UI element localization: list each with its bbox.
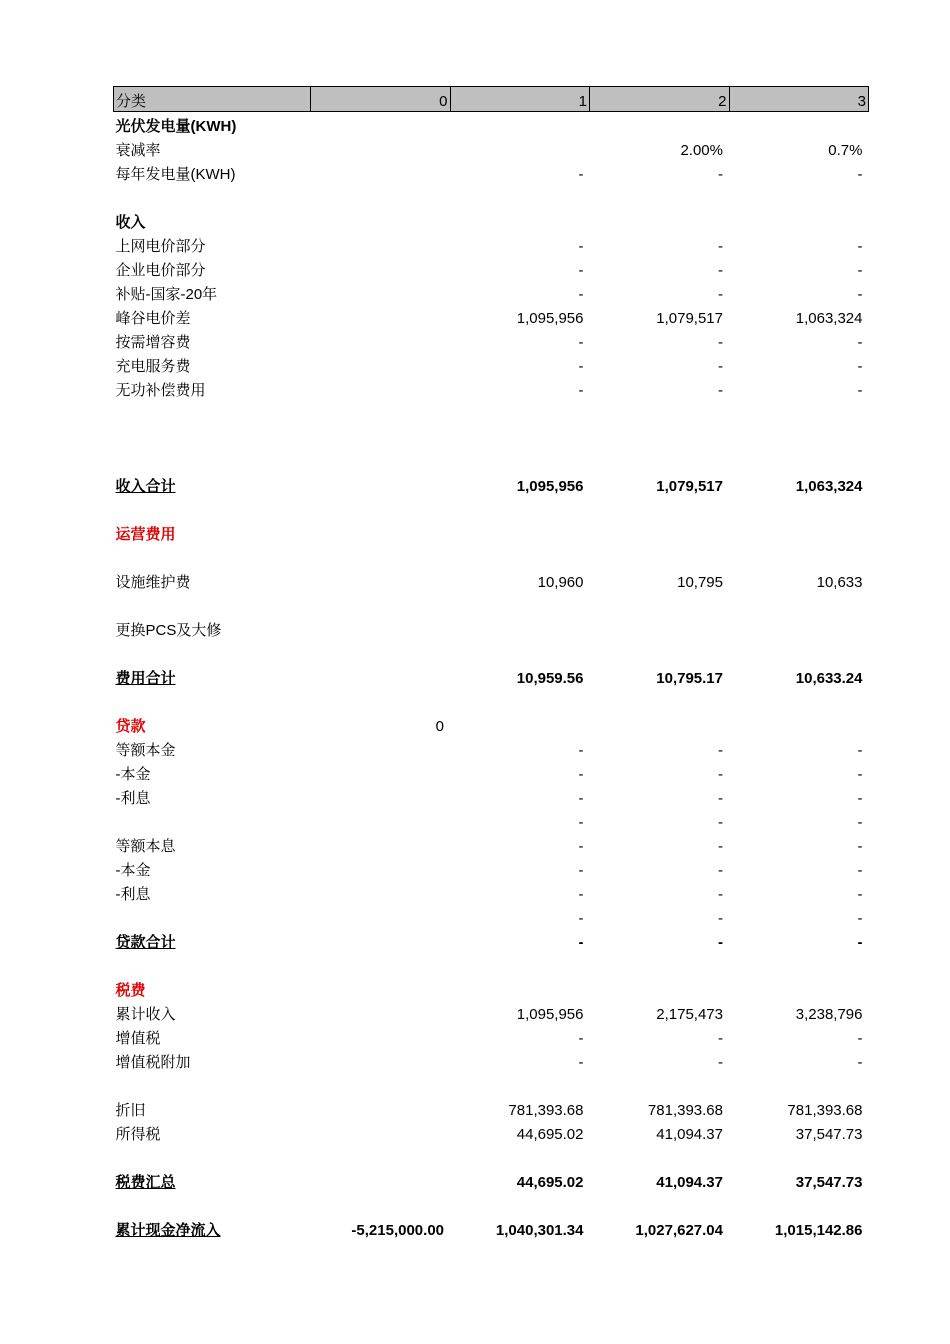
row-label-cell[interactable]	[114, 184, 311, 208]
value-cell[interactable]	[311, 1120, 451, 1144]
value-cell[interactable]: -	[578, 909, 584, 927]
value-cell[interactable]: -	[718, 261, 723, 279]
table-row	[114, 904, 869, 928]
value-cell[interactable]	[729, 712, 869, 736]
row-label-cell[interactable]: 增值税	[115, 1029, 161, 1047]
value-cell[interactable]: -	[718, 885, 723, 903]
value-cell[interactable]	[590, 640, 730, 664]
value-cell[interactable]	[311, 856, 451, 880]
table-row	[114, 688, 869, 712]
value-cell[interactable]	[311, 1024, 451, 1048]
table-row	[114, 1168, 869, 1192]
value-cell[interactable]: -	[718, 813, 723, 831]
row-label-cell[interactable]	[114, 640, 311, 664]
value-cell[interactable]	[311, 880, 451, 904]
table-row	[114, 256, 869, 280]
value-cell[interactable]: 1,063,324	[795, 309, 863, 327]
row-label-cell[interactable]: 更换PCS及大修	[115, 621, 222, 639]
value-cell[interactable]	[590, 1144, 730, 1168]
value-cell[interactable]: 1,027,627.04	[635, 1221, 723, 1239]
value-cell[interactable]: 10,633.24	[795, 669, 863, 687]
row-label-cell[interactable]: 衰减率	[115, 141, 161, 159]
table-row	[114, 784, 869, 808]
value-cell[interactable]	[729, 1192, 869, 1216]
value-cell[interactable]: -	[857, 165, 863, 183]
value-cell[interactable]	[590, 952, 730, 976]
value-cell[interactable]	[311, 568, 451, 592]
value-cell[interactable]	[311, 808, 451, 832]
value-cell[interactable]: -	[857, 237, 863, 255]
table-row	[114, 856, 869, 880]
value-cell[interactable]: -	[718, 1053, 723, 1071]
value-cell[interactable]	[729, 184, 869, 208]
value-cell[interactable]	[450, 640, 590, 664]
value-cell[interactable]	[450, 592, 590, 616]
value-cell[interactable]: -	[578, 885, 584, 903]
value-cell[interactable]: 0	[435, 717, 444, 735]
header-col-0[interactable]: 0	[311, 87, 451, 112]
value-cell[interactable]: -	[718, 333, 723, 351]
table-row	[114, 184, 869, 208]
table-row	[114, 400, 869, 424]
value-cell[interactable]	[729, 592, 869, 616]
row-label-cell[interactable]: 税费汇总	[115, 1173, 176, 1191]
table-row	[114, 592, 869, 616]
value-cell[interactable]	[590, 520, 730, 544]
row-label-cell[interactable]: 累计收入	[115, 1005, 176, 1023]
value-cell[interactable]: 1,040,301.34	[495, 1221, 584, 1239]
value-cell[interactable]: -	[718, 741, 723, 759]
value-cell[interactable]: -	[857, 1053, 863, 1071]
value-cell[interactable]	[450, 1192, 590, 1216]
value-cell[interactable]	[729, 520, 869, 544]
value-cell[interactable]: -	[578, 861, 584, 879]
table-row	[114, 352, 869, 376]
row-label-cell[interactable]: 收入合计	[115, 477, 176, 495]
value-cell[interactable]	[311, 1168, 451, 1192]
value-cell[interactable]: -	[718, 165, 723, 183]
value-cell[interactable]: -	[578, 837, 584, 855]
value-cell[interactable]	[311, 1000, 451, 1024]
value-cell[interactable]: 1,095,956	[516, 309, 584, 327]
row-label-cell[interactable]: 收入	[115, 213, 146, 231]
row-label-cell[interactable]: 所得税	[115, 1125, 161, 1143]
value-cell[interactable]: -	[857, 285, 863, 303]
value-cell[interactable]: -	[718, 789, 723, 807]
row-label-cell[interactable]: 设施维护费	[115, 573, 191, 591]
table-row	[114, 664, 869, 688]
value-cell[interactable]	[311, 448, 451, 472]
row-label-cell[interactable]: 补贴-国家-20年	[115, 285, 218, 303]
value-cell[interactable]	[311, 208, 451, 232]
value-cell[interactable]	[590, 976, 730, 1000]
table-row	[114, 928, 869, 952]
value-cell[interactable]: -	[857, 381, 863, 399]
value-cell[interactable]: -	[718, 861, 723, 879]
value-cell[interactable]	[729, 952, 869, 976]
value-cell[interactable]	[450, 688, 590, 712]
value-cell[interactable]: 41,094.37	[656, 1125, 723, 1143]
value-cell[interactable]: -	[857, 837, 863, 855]
value-cell[interactable]	[311, 784, 451, 808]
value-cell[interactable]	[729, 688, 869, 712]
header-col-1[interactable]: 1	[450, 87, 590, 112]
value-cell[interactable]	[311, 520, 451, 544]
table-row	[114, 304, 869, 328]
value-cell[interactable]	[311, 304, 451, 328]
value-cell[interactable]	[311, 328, 451, 352]
value-cell[interactable]	[729, 448, 869, 472]
row-label-cell[interactable]: 企业电价部分	[115, 261, 206, 279]
value-cell[interactable]	[729, 496, 869, 520]
value-cell[interactable]	[311, 1096, 451, 1120]
value-cell[interactable]: -	[578, 237, 584, 255]
value-cell[interactable]: 1,015,142.86	[774, 1221, 863, 1239]
table-row	[114, 208, 869, 232]
value-cell[interactable]	[450, 136, 590, 160]
value-cell[interactable]: 1,079,517	[656, 477, 723, 495]
table-row	[114, 712, 869, 736]
value-cell[interactable]	[729, 424, 869, 448]
value-cell[interactable]: -	[857, 1029, 863, 1047]
row-label-cell[interactable]: 增值税附加	[115, 1053, 191, 1071]
table-row	[114, 832, 869, 856]
value-cell[interactable]	[311, 736, 451, 760]
value-cell[interactable]	[450, 712, 590, 736]
value-cell[interactable]	[450, 208, 590, 232]
header-col-2[interactable]: 2	[590, 87, 730, 112]
table-row	[114, 520, 869, 544]
value-cell[interactable]	[311, 184, 451, 208]
table-row	[114, 808, 869, 832]
table-row	[114, 568, 869, 592]
value-cell[interactable]	[311, 280, 451, 304]
value-cell[interactable]: 37,547.73	[795, 1125, 863, 1143]
value-cell[interactable]: -	[578, 933, 584, 951]
value-cell[interactable]	[311, 1048, 451, 1072]
row-label-cell[interactable]: 费用合计	[115, 669, 176, 687]
value-cell[interactable]	[590, 616, 730, 640]
table-row	[114, 448, 869, 472]
row-label-cell[interactable]	[114, 400, 311, 424]
table-row	[114, 496, 869, 520]
value-cell[interactable]: -	[578, 1053, 584, 1071]
value-cell[interactable]: 41,094.37	[656, 1173, 723, 1191]
row-label-cell[interactable]: 每年发电量(KWH)	[115, 165, 236, 183]
value-cell[interactable]: -5,215,000.00	[351, 1221, 444, 1239]
value-cell[interactable]	[590, 208, 730, 232]
value-cell[interactable]: 1,095,956	[516, 1005, 584, 1023]
table-row	[114, 1120, 869, 1144]
value-cell[interactable]	[450, 424, 590, 448]
table-row	[114, 1024, 869, 1048]
row-label-cell[interactable]: -本金	[115, 765, 151, 783]
value-cell[interactable]: 10,959.56	[516, 669, 584, 687]
row-label-cell[interactable]: -利息	[115, 885, 151, 903]
table-row	[114, 736, 869, 760]
value-cell[interactable]: -	[857, 813, 863, 831]
row-label-cell[interactable]	[114, 688, 311, 712]
table-row	[114, 1096, 869, 1120]
value-cell[interactable]	[311, 544, 451, 568]
value-cell[interactable]	[311, 928, 451, 952]
row-label-cell[interactable]: 充电服务费	[115, 357, 191, 375]
row-label-cell[interactable]: 贷款合计	[115, 933, 176, 951]
value-cell[interactable]	[311, 112, 451, 136]
value-cell[interactable]	[450, 544, 590, 568]
row-label-cell[interactable]: 按需增容费	[115, 333, 191, 351]
value-cell[interactable]	[311, 664, 451, 688]
value-cell[interactable]: -	[578, 261, 584, 279]
table-row	[114, 160, 869, 184]
row-label-cell[interactable]: 等额本息	[115, 837, 176, 855]
row-label-cell[interactable]	[114, 448, 311, 472]
value-cell[interactable]: 781,393.68	[508, 1101, 584, 1119]
value-cell[interactable]	[311, 256, 451, 280]
header-col-3[interactable]: 3	[729, 87, 869, 112]
value-cell[interactable]	[450, 616, 590, 640]
value-cell[interactable]: 781,393.68	[647, 1101, 723, 1119]
value-cell[interactable]	[311, 232, 451, 256]
value-cell[interactable]: -	[578, 789, 584, 807]
value-cell[interactable]	[450, 184, 590, 208]
value-cell[interactable]	[590, 448, 730, 472]
row-label-cell[interactable]: 峰谷电价差	[115, 309, 191, 327]
value-cell[interactable]	[311, 952, 451, 976]
table-row	[114, 952, 869, 976]
value-cell[interactable]: -	[718, 909, 723, 927]
value-cell[interactable]	[311, 760, 451, 784]
row-label-cell[interactable]	[114, 592, 311, 616]
row-label-cell[interactable]: 等额本金	[115, 741, 176, 759]
value-cell[interactable]	[590, 184, 730, 208]
value-cell[interactable]: -	[718, 765, 723, 783]
row-label-cell[interactable]: 光伏发电量(KWH)	[115, 117, 237, 135]
header-label-cell[interactable]: 分类	[114, 87, 311, 112]
row-label-cell[interactable]	[114, 808, 311, 832]
value-cell[interactable]	[729, 616, 869, 640]
table-row	[114, 112, 869, 136]
value-cell[interactable]	[450, 1072, 590, 1096]
row-label-cell[interactable]: 贷款	[115, 717, 146, 735]
row-label-cell[interactable]	[114, 952, 311, 976]
value-cell[interactable]	[590, 1192, 730, 1216]
row-label-cell[interactable]	[114, 424, 311, 448]
value-cell[interactable]: -	[578, 165, 584, 183]
table-row	[114, 976, 869, 1000]
value-cell[interactable]	[311, 472, 451, 496]
row-label-cell[interactable]	[114, 544, 311, 568]
value-cell[interactable]	[311, 976, 451, 1000]
value-cell[interactable]	[311, 1192, 451, 1216]
table-row	[114, 1072, 869, 1096]
value-cell[interactable]	[450, 952, 590, 976]
table-row	[114, 1192, 869, 1216]
table-row	[114, 880, 869, 904]
value-cell[interactable]: 1,095,956	[516, 477, 584, 495]
row-label-cell[interactable]: -本金	[115, 861, 151, 879]
value-cell[interactable]	[450, 1144, 590, 1168]
value-cell[interactable]: -	[857, 765, 863, 783]
table-row	[114, 1000, 869, 1024]
value-cell[interactable]	[590, 592, 730, 616]
table-row	[114, 472, 869, 496]
row-label-cell[interactable]	[114, 904, 311, 928]
value-cell[interactable]	[311, 400, 451, 424]
value-cell[interactable]: -	[578, 765, 584, 783]
value-cell[interactable]	[590, 112, 730, 136]
value-cell[interactable]: -	[857, 357, 863, 375]
value-cell[interactable]	[450, 496, 590, 520]
table-row	[114, 376, 869, 400]
value-cell[interactable]: -	[578, 333, 584, 351]
value-cell[interactable]	[450, 112, 590, 136]
value-cell[interactable]: 44,695.02	[516, 1125, 584, 1143]
value-cell[interactable]: -	[857, 741, 863, 759]
value-cell[interactable]: -	[578, 285, 584, 303]
table-row	[114, 616, 869, 640]
table-row	[114, 1216, 869, 1240]
value-cell[interactable]: -	[578, 381, 584, 399]
value-cell[interactable]: -	[857, 261, 863, 279]
row-label-cell[interactable]: 累计现金净流入	[115, 1221, 221, 1239]
value-cell[interactable]	[729, 1072, 869, 1096]
value-cell[interactable]: -	[718, 837, 723, 855]
row-label-cell[interactable]	[114, 1144, 311, 1168]
value-cell[interactable]	[311, 904, 451, 928]
value-cell[interactable]	[311, 376, 451, 400]
value-cell[interactable]	[311, 496, 451, 520]
value-cell[interactable]	[590, 400, 730, 424]
table-row	[114, 280, 869, 304]
value-cell[interactable]	[311, 352, 451, 376]
row-label-cell[interactable]	[114, 1072, 311, 1096]
value-cell[interactable]: -	[857, 885, 863, 903]
value-cell[interactable]: -	[718, 357, 723, 375]
value-cell[interactable]	[729, 208, 869, 232]
row-label-cell[interactable]: 上网电价部分	[115, 237, 206, 255]
value-cell[interactable]	[450, 400, 590, 424]
value-cell[interactable]	[311, 160, 451, 184]
header-row	[114, 87, 869, 112]
value-cell[interactable]: -	[578, 1029, 584, 1047]
value-cell[interactable]: 0.7%	[828, 141, 863, 159]
row-label-cell[interactable]: 无功补偿费用	[115, 381, 206, 399]
value-cell[interactable]	[311, 640, 451, 664]
value-cell[interactable]	[590, 712, 730, 736]
value-cell[interactable]	[450, 448, 590, 472]
value-cell[interactable]	[729, 640, 869, 664]
value-cell[interactable]: -	[718, 381, 723, 399]
table-row	[114, 760, 869, 784]
value-cell[interactable]	[311, 136, 451, 160]
table-row	[114, 544, 869, 568]
table-row	[114, 328, 869, 352]
value-cell[interactable]	[590, 688, 730, 712]
value-cell[interactable]	[311, 832, 451, 856]
value-cell[interactable]: 2.00%	[680, 141, 723, 159]
value-cell[interactable]	[729, 400, 869, 424]
table-row	[114, 136, 869, 160]
value-cell[interactable]	[311, 616, 451, 640]
value-cell[interactable]	[311, 1072, 451, 1096]
value-cell[interactable]: 37,547.73	[795, 1173, 863, 1191]
table-row	[114, 640, 869, 664]
value-cell[interactable]	[450, 976, 590, 1000]
table-row	[114, 232, 869, 256]
value-cell[interactable]: 1,079,517	[656, 309, 723, 327]
value-cell[interactable]	[590, 544, 730, 568]
value-cell[interactable]: 10,795	[677, 573, 723, 591]
value-cell[interactable]	[311, 1144, 451, 1168]
value-cell[interactable]: -	[857, 933, 863, 951]
value-cell[interactable]: -	[718, 237, 723, 255]
value-cell[interactable]: -	[578, 357, 584, 375]
row-label-cell[interactable]: -利息	[115, 789, 151, 807]
table-row	[114, 1144, 869, 1168]
value-cell[interactable]	[311, 688, 451, 712]
table-row	[114, 1048, 869, 1072]
value-cell[interactable]: -	[857, 789, 863, 807]
cashflow-table	[113, 86, 869, 1240]
value-cell[interactable]: 2,175,473	[656, 1005, 723, 1023]
value-cell[interactable]	[450, 520, 590, 544]
value-cell[interactable]: -	[857, 861, 863, 879]
value-cell[interactable]: -	[718, 933, 723, 951]
value-cell[interactable]	[729, 544, 869, 568]
value-cell[interactable]: 10,633	[816, 573, 863, 591]
value-cell[interactable]	[729, 1144, 869, 1168]
value-cell[interactable]	[311, 424, 451, 448]
row-label-cell[interactable]: 税费	[115, 981, 146, 999]
value-cell[interactable]: 44,695.02	[516, 1173, 584, 1191]
value-cell[interactable]	[729, 112, 869, 136]
value-cell[interactable]	[590, 1072, 730, 1096]
row-label-cell[interactable]: 折旧	[115, 1101, 146, 1119]
value-cell[interactable]	[311, 592, 451, 616]
row-label-cell[interactable]	[114, 1192, 311, 1216]
value-cell[interactable]: 10,960	[537, 573, 584, 591]
value-cell[interactable]: -	[857, 333, 863, 351]
value-cell[interactable]: -	[718, 1029, 723, 1047]
row-label-cell[interactable]	[114, 496, 311, 520]
value-cell[interactable]	[729, 976, 869, 1000]
table-row	[114, 424, 869, 448]
value-cell[interactable]: -	[718, 285, 723, 303]
value-cell[interactable]: -	[857, 909, 863, 927]
value-cell[interactable]: -	[578, 813, 584, 831]
value-cell[interactable]: 10,795.17	[656, 669, 723, 687]
value-cell[interactable]: -	[578, 741, 584, 759]
spreadsheet	[113, 86, 868, 1240]
row-label-cell[interactable]: 运营费用	[115, 525, 176, 543]
value-cell[interactable]: 3,238,796	[795, 1005, 863, 1023]
value-cell[interactable]: 1,063,324	[795, 477, 863, 495]
value-cell[interactable]: 781,393.68	[787, 1101, 863, 1119]
value-cell[interactable]	[590, 424, 730, 448]
value-cell[interactable]	[590, 496, 730, 520]
